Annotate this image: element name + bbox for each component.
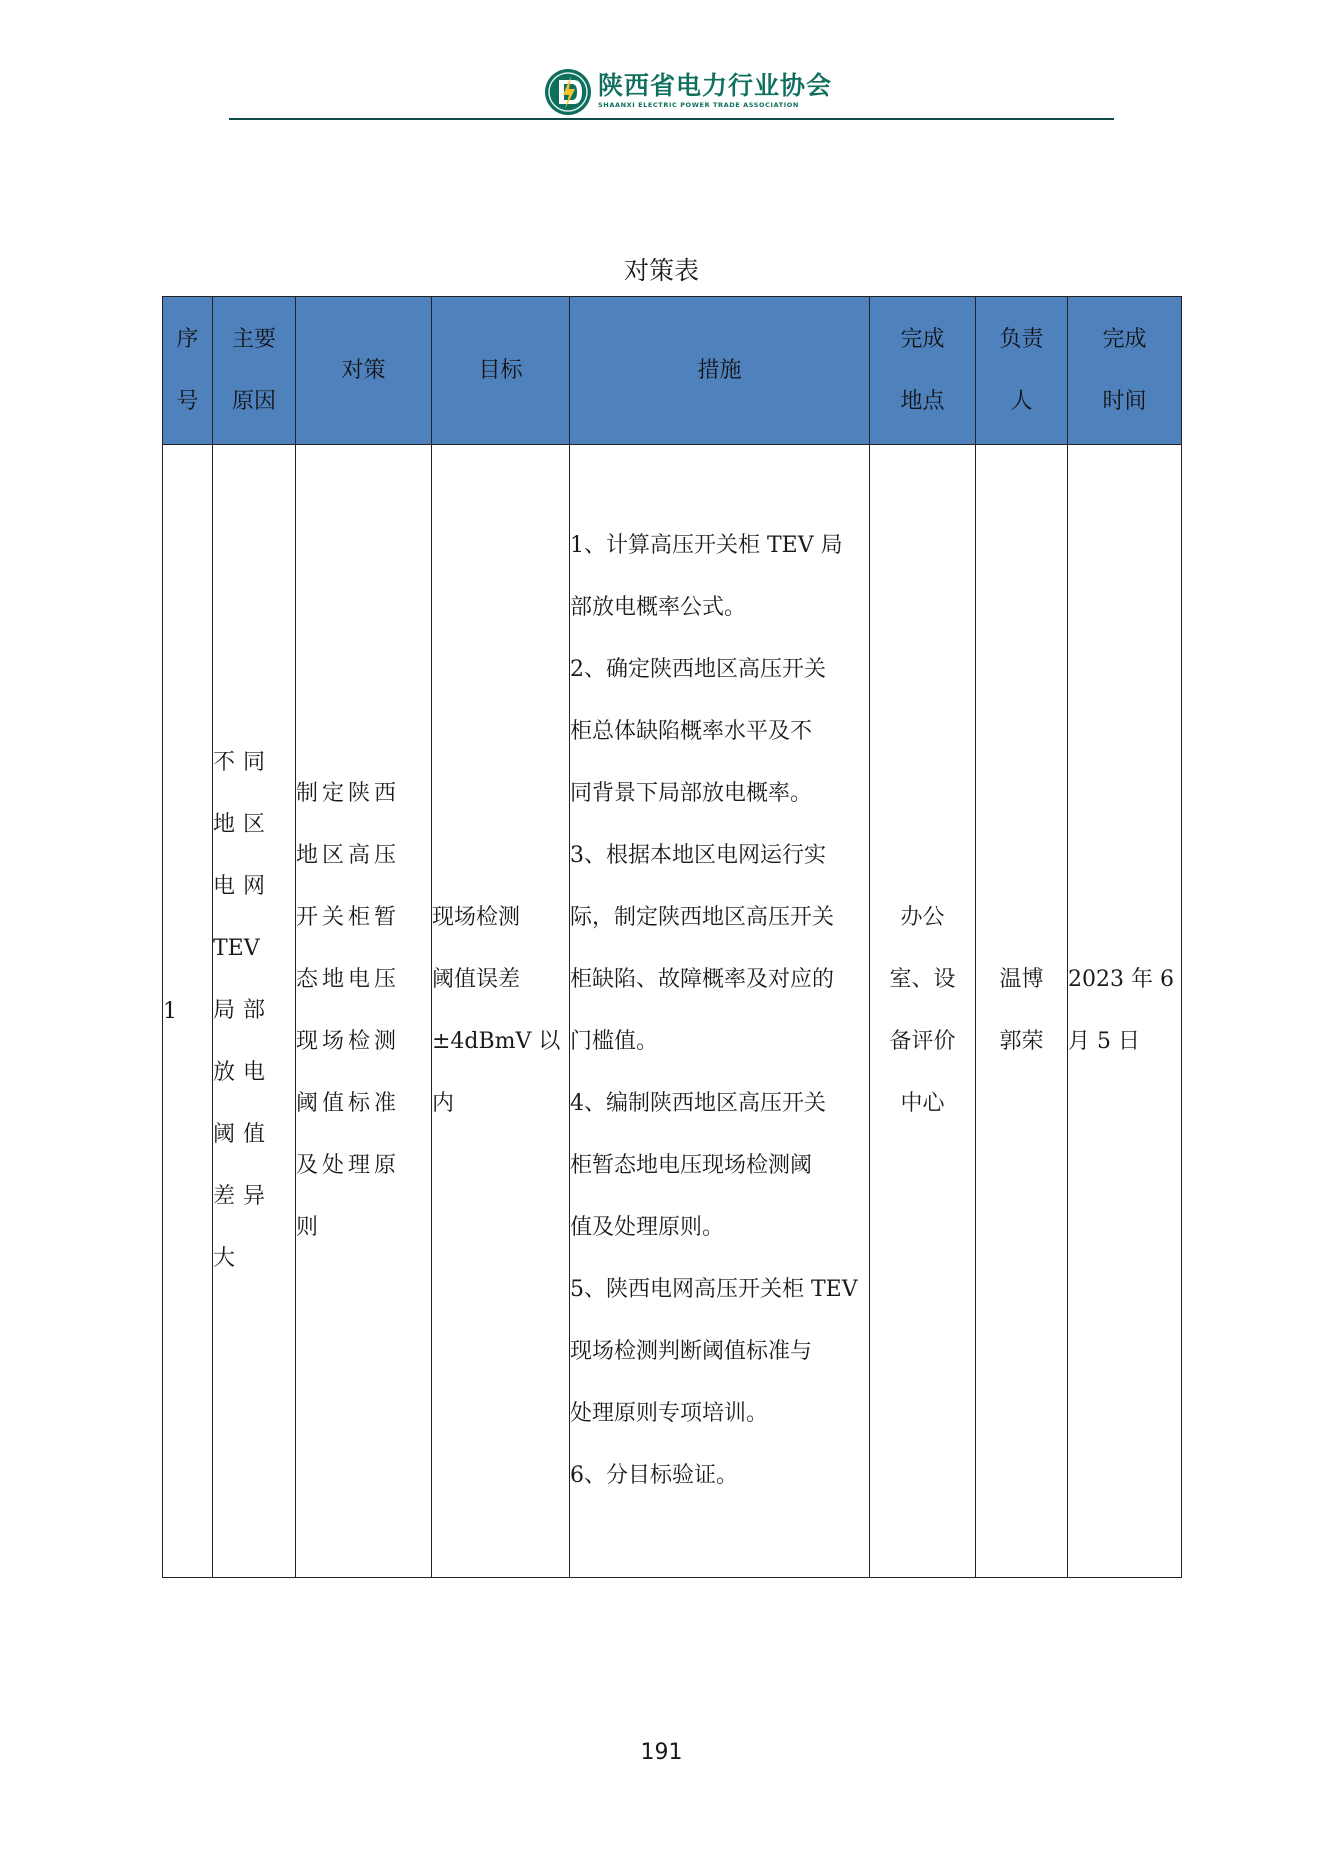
association-name xyxy=(598,72,832,109)
header-target: 目标 xyxy=(432,297,570,445)
table-title: 对策表 xyxy=(623,256,699,285)
header-countermeasure: 对策 xyxy=(296,297,432,445)
header-seq: 序 号 xyxy=(163,297,213,445)
cell-reason: 不同 地区 电网 TEV 局部 放电 阈值 差异 大 xyxy=(213,445,296,1578)
header-rule xyxy=(229,118,1114,120)
header-owner: 负责 人 xyxy=(976,297,1068,445)
cell-target: 现场检测 阈值误差 ±4dBmV 以 内 xyxy=(432,445,570,1578)
cell-place: 办公 室、设 备评价 中心 xyxy=(870,445,976,1578)
page-header xyxy=(229,62,1114,124)
cell-seq: 1 xyxy=(163,445,213,1578)
cell-measures: 1、计算高压开关柜 TEV 局 部放电概率公式。 2、确定陕西地区高压开关 柜总体缺陷概率水平及不 同背景下局部放电概率。 3、根据本地区电网运行实 际，制定陕西地区高压开关 柜缺陷、故障概率及对应的 门槛值。 4、编制陕西地区高压开关 柜暂态地电压现场检测阈 值及处理原则。 5、陕西电网高压开关柜 TEV 现场检测判断阈值标准与 处理原则专项培训。 6、分目标验证。 xyxy=(570,445,870,1578)
header-place: 完成 地点 xyxy=(870,297,976,445)
countermeasure-table xyxy=(162,296,1182,1578)
page-number: 191 xyxy=(640,1740,683,1765)
association-name-cn: 陕西省电力行业协会 xyxy=(598,71,833,100)
table-header-row xyxy=(163,297,1182,445)
cell-time: 2023 年 6 月 5 日 xyxy=(1068,445,1182,1578)
header-time: 完成 时间 xyxy=(1068,297,1182,445)
association-logo-icon xyxy=(544,68,592,116)
cell-countermeasure: 制定陕西 地区高压 开关柜暂 态地电压 现场检测 阈值标准 及处理原 则 xyxy=(296,445,432,1578)
association-name-en: SHAANXI ELECTRIC POWER TRADE ASSOCIATION xyxy=(598,101,799,109)
cell-owner: 温博 郭荣 xyxy=(976,445,1068,1578)
header-measures: 措施 xyxy=(570,297,870,445)
table-row xyxy=(163,445,1182,1578)
header-reason: 主要 原因 xyxy=(213,297,296,445)
